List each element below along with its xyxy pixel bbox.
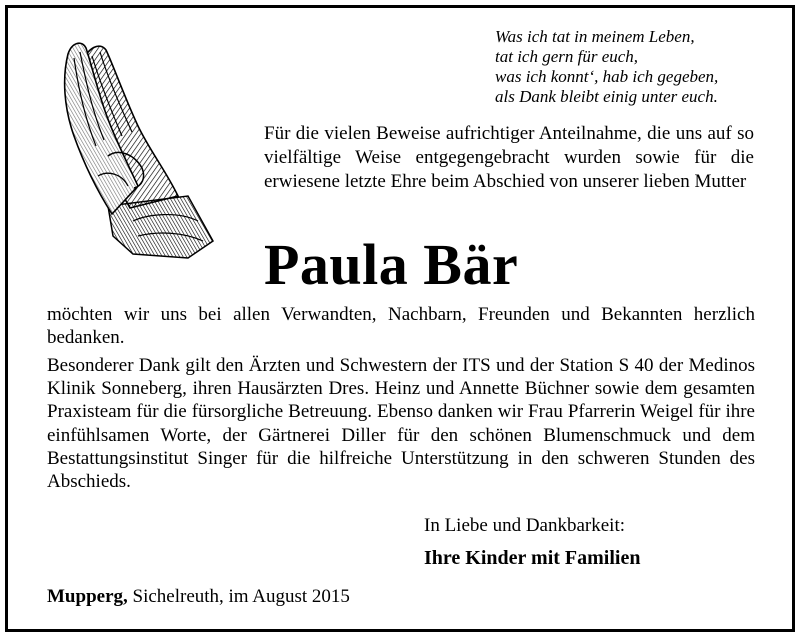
poem-line: was ich konnt‘, hab ich gegeben, — [495, 67, 719, 86]
place-name: Mupperg, — [47, 586, 128, 607]
place-date — [47, 585, 350, 609]
signature-family: Ihre Kinder mit Familien — [424, 547, 641, 569]
thanks-paragraph: möchten wir uns bei allen Verwandten, Nachbarn, Freunden und Bekannten herzlich bedanken. — [47, 304, 755, 348]
poem-line: tat ich gern für euch, — [495, 47, 639, 66]
poem-line: als Dank bleibt einig unter euch. — [495, 87, 718, 106]
deceased-name: Paula Bär — [264, 232, 519, 297]
poem-line: Was ich tat in meinem Leben, — [495, 27, 695, 46]
praying-hands-icon — [38, 36, 228, 266]
poem — [495, 27, 785, 107]
date-line: Sichelreuth, im August 2015 — [127, 586, 350, 607]
signature-greeting: In Liebe und Dankbarkeit: — [424, 515, 626, 536]
intro-paragraph: Für die vielen Beweise aufrichtiger Anteilnahme, die uns auf so vielfältige Weise entgegengebracht wurden sowie für die erwiesene letzte Ehre beim Abschied von unserer lieben Mutter — [264, 123, 754, 192]
special-thanks-paragraph: Besonderer Dank gilt den Ärzten und Schwestern der ITS und der Station S 40 der Medinos Klinik Sonneberg, ihren Hausärzten Dres. Heinz und Annette Büchner sowie dem gesamten Praxisteam für die fürsorgliche Betreuung. Ebenso danken wir Frau Pfarrerin Weigel für ihre einfühlsamen Worte, der Gärtnerei Diller für den schönen Blumenschmuck und dem Bestattungsinstitut Singer für die hilfreiche Unterstützung in den schweren Stunden des Abschieds. — [47, 355, 755, 493]
